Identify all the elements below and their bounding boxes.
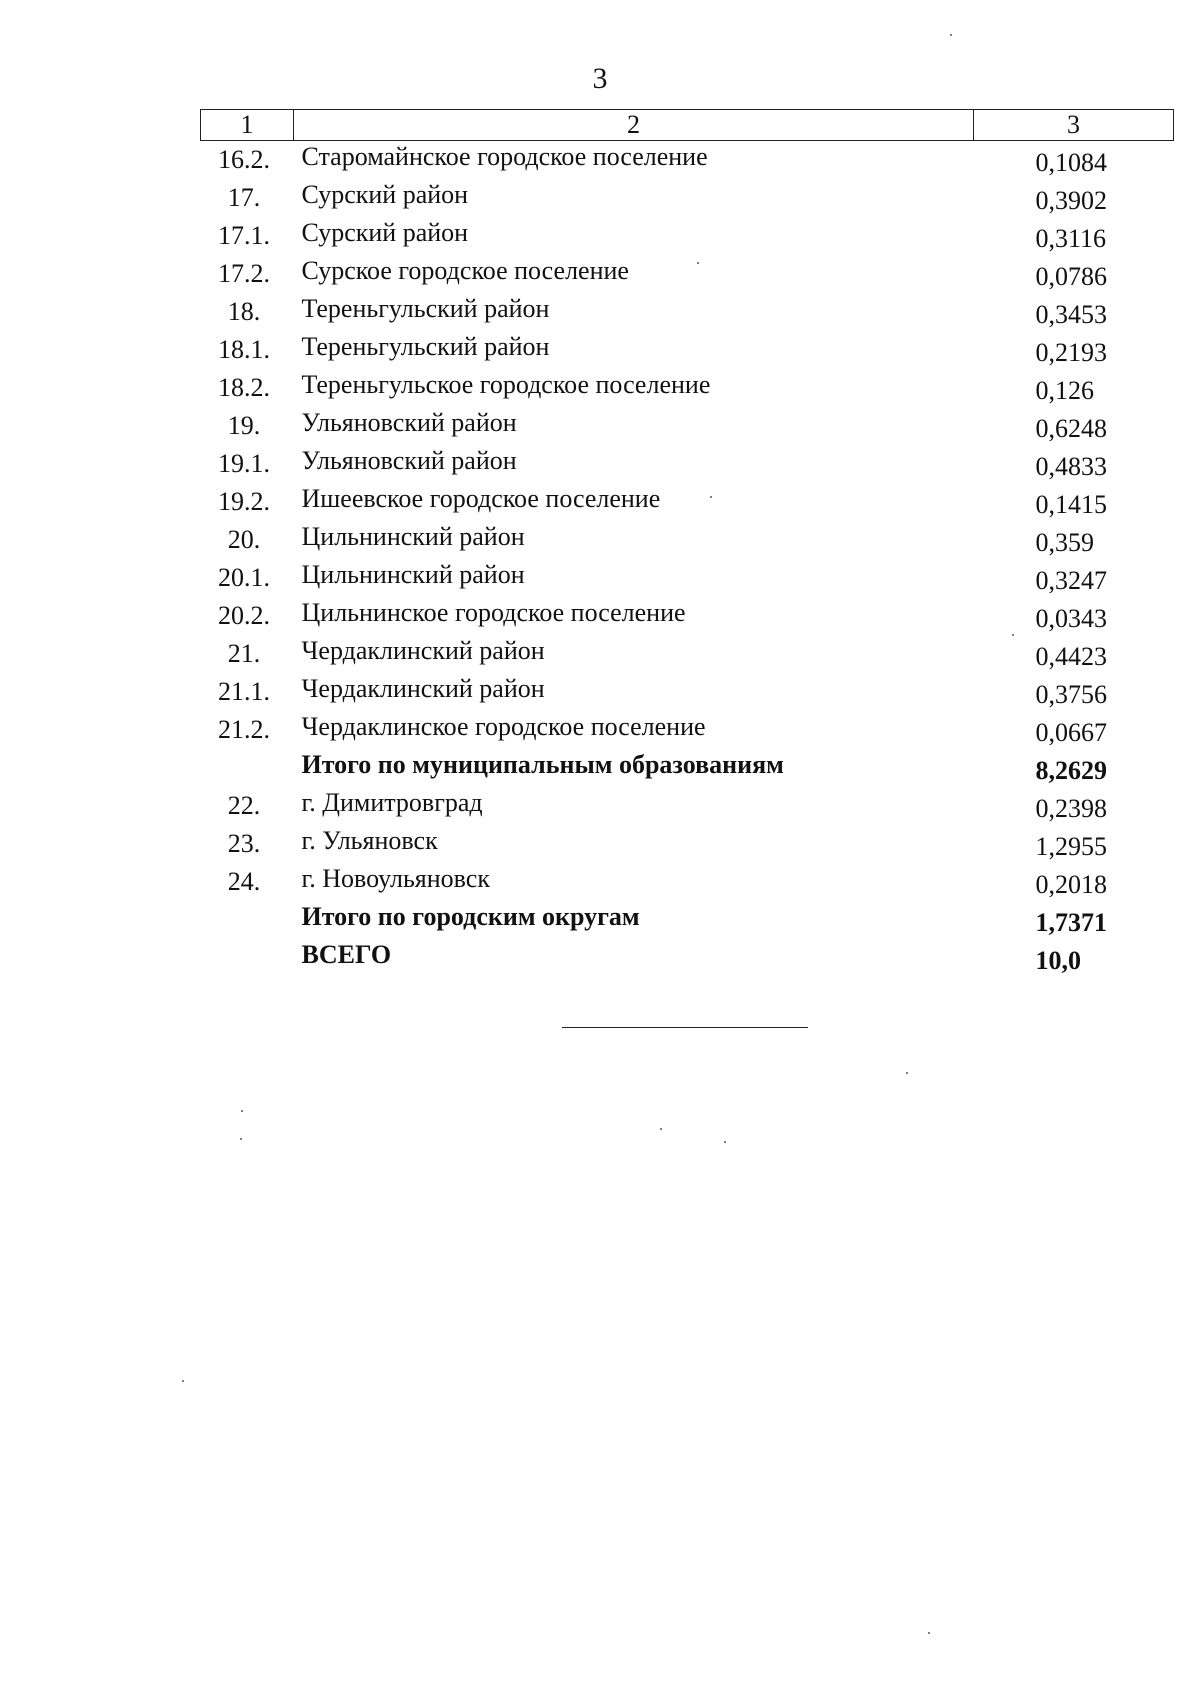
share-value-cell: 0,0343 [1035, 604, 1107, 633]
share-value-cell: 0,3756 [1035, 680, 1107, 709]
distribution-table-container [200, 109, 1173, 977]
header-row [201, 110, 1174, 141]
table-row [201, 369, 1174, 407]
table-row [201, 673, 1174, 711]
scan-speck [182, 1380, 184, 1382]
municipality-name-cell: г. Ульяновск [301, 826, 438, 855]
scan-speck [710, 496, 712, 498]
row-number-cell: 20.2. [218, 601, 270, 630]
table-row [201, 141, 1174, 180]
table-row [201, 711, 1174, 749]
municipality-name-cell: Итого по муниципальным образованиям [301, 750, 784, 779]
share-value-cell: 1,7371 [1035, 908, 1107, 937]
scan-speck [906, 1072, 908, 1074]
municipality-name-cell: Итого по городским округам [301, 902, 640, 931]
row-number-cell: 22. [227, 791, 261, 820]
share-value-cell: 0,1415 [1035, 490, 1107, 519]
table-body [201, 141, 1174, 978]
share-value-cell: 0,2018 [1035, 870, 1107, 899]
scan-speck [950, 34, 952, 36]
end-of-table-rule [562, 1027, 808, 1028]
row-number-cell: 23. [227, 829, 261, 858]
row-number-cell: 19. [227, 411, 261, 440]
table-row [201, 787, 1174, 825]
share-value-cell: 0,2398 [1035, 794, 1107, 823]
scan-speck [240, 1138, 242, 1140]
municipality-name-cell: Ульяновский район [301, 446, 517, 475]
scan-speck [241, 1110, 243, 1112]
table-row [201, 407, 1174, 445]
table-row [201, 331, 1174, 369]
share-value-cell: 10,0 [1035, 946, 1081, 975]
table-row [201, 255, 1174, 293]
share-value-cell: 0,3247 [1035, 566, 1107, 595]
distribution-table [200, 109, 1174, 977]
share-value-cell: 0,4833 [1035, 452, 1107, 481]
row-number-cell: 18. [227, 297, 261, 326]
share-value-cell: 0,3453 [1035, 300, 1107, 329]
municipality-name-cell: Сурский район [301, 218, 469, 247]
share-value-cell: 0,126 [1035, 376, 1094, 405]
scan-speck [1012, 634, 1014, 636]
row-number-cell: 21.1. [218, 677, 270, 706]
row-number-cell [201, 939, 294, 977]
row-number-cell [201, 901, 294, 939]
municipality-name-cell: Ульяновский район [301, 408, 517, 437]
table-row-total [201, 939, 1174, 977]
row-number-cell: 17.1. [218, 221, 270, 250]
table-row [201, 597, 1174, 635]
share-value-cell: 0,1084 [1035, 148, 1107, 177]
row-number-cell: 19.1. [218, 449, 270, 478]
share-value-cell: 1,2955 [1035, 832, 1107, 861]
municipality-name-cell: ВСЕГО [301, 940, 392, 969]
municipality-name-cell: Цильнинский район [301, 522, 525, 551]
row-number-cell: 17. [227, 183, 261, 212]
share-value-cell: 0,0786 [1035, 262, 1107, 291]
share-value-cell: 0,4423 [1035, 642, 1107, 671]
row-number-cell: 21.2. [218, 715, 270, 744]
municipality-name-cell: г. Новоульяновск [301, 864, 490, 893]
municipality-name-cell: Цильнинский район [301, 560, 525, 589]
table-row [201, 179, 1174, 217]
municipality-name-cell: Чердаклинский район [301, 674, 545, 703]
table-row [201, 825, 1174, 863]
scan-speck [660, 1128, 662, 1130]
share-value-cell: 0,3902 [1035, 186, 1107, 215]
scan-speck [928, 1632, 930, 1634]
municipality-name-cell: Тереньгульское городское поселение [301, 370, 711, 399]
table-row [201, 483, 1174, 521]
municipality-name-cell: Тереньгульский район [301, 332, 550, 361]
row-number-cell: 18.2. [218, 373, 270, 402]
table-row [201, 521, 1174, 559]
table-row [201, 635, 1174, 673]
municipality-name-cell: Старомайнское городское поселение [301, 142, 708, 171]
header-col-1: 1 [201, 110, 294, 141]
share-value-cell: 0,359 [1035, 528, 1094, 557]
table-row [201, 293, 1174, 331]
row-number-cell [201, 749, 294, 787]
table-row-total [201, 749, 1174, 787]
share-value-cell: 0,2193 [1035, 338, 1107, 367]
share-value-cell: 8,2629 [1035, 756, 1107, 785]
header-col-2: 2 [294, 110, 974, 141]
row-number-cell: 18.1. [218, 335, 270, 364]
municipality-name-cell: Ишеевское городское поселение [301, 484, 661, 513]
row-number-cell: 19.2. [218, 487, 270, 516]
share-value-cell: 0,3116 [1035, 224, 1107, 253]
row-number-cell: 20.1. [218, 563, 270, 592]
scan-speck [697, 262, 699, 264]
row-number-cell: 24. [227, 867, 261, 896]
page-number: 3 [592, 62, 608, 95]
row-number-cell: 21. [227, 639, 261, 668]
share-value-cell: 0,0667 [1035, 718, 1107, 747]
table-row [201, 863, 1174, 901]
table-header [201, 110, 1174, 141]
municipality-name-cell: Сурский район [301, 180, 469, 209]
municipality-name-cell: Цильнинское городское поселение [301, 598, 686, 627]
municipality-name-cell: Тереньгульский район [301, 294, 550, 323]
table-row [201, 217, 1174, 255]
scan-speck [724, 1141, 726, 1143]
municipality-name-cell: г. Димитровград [301, 788, 483, 817]
row-number-cell: 16.2. [218, 145, 270, 174]
row-number-cell: 17.2. [218, 259, 270, 288]
table-row [201, 559, 1174, 597]
share-value-cell: 0,6248 [1035, 414, 1107, 443]
header-col-3: 3 [974, 110, 1174, 141]
municipality-name-cell: Сурское городское поселение [301, 256, 629, 285]
table-row-total [201, 901, 1174, 939]
municipality-name-cell: Чердаклинский район [301, 636, 545, 665]
table-row [201, 445, 1174, 483]
row-number-cell: 20. [227, 525, 261, 554]
municipality-name-cell: Чердаклинское городское поселение [301, 712, 706, 741]
